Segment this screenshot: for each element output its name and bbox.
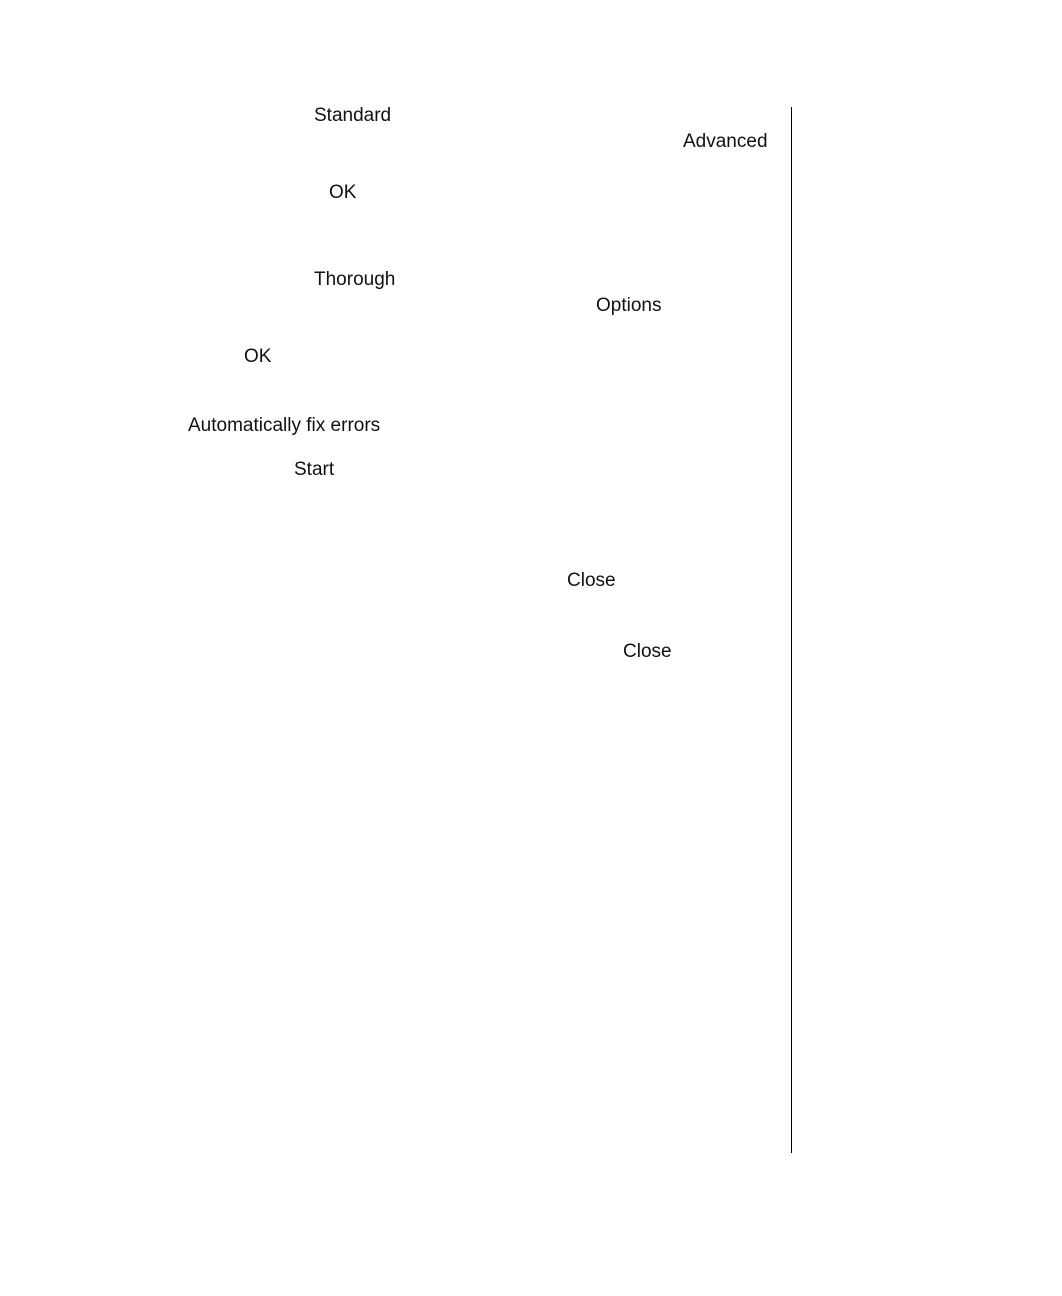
start-button[interactable]: Start	[294, 459, 335, 480]
close-button[interactable]: Close	[567, 570, 616, 591]
standard-ok-button[interactable]: OK	[329, 182, 357, 203]
standard-option[interactable]: Standard	[314, 105, 392, 126]
auto-fix-errors-checkbox[interactable]: Automatically fix errors	[188, 415, 381, 436]
options-button[interactable]: Options	[596, 295, 662, 316]
thorough-ok-button[interactable]: OK	[244, 346, 272, 367]
close-button-secondary[interactable]: Close	[623, 641, 672, 662]
advanced-button[interactable]: Advanced	[683, 131, 768, 152]
thorough-option[interactable]: Thorough	[314, 269, 396, 290]
vertical-divider	[791, 107, 792, 1153]
